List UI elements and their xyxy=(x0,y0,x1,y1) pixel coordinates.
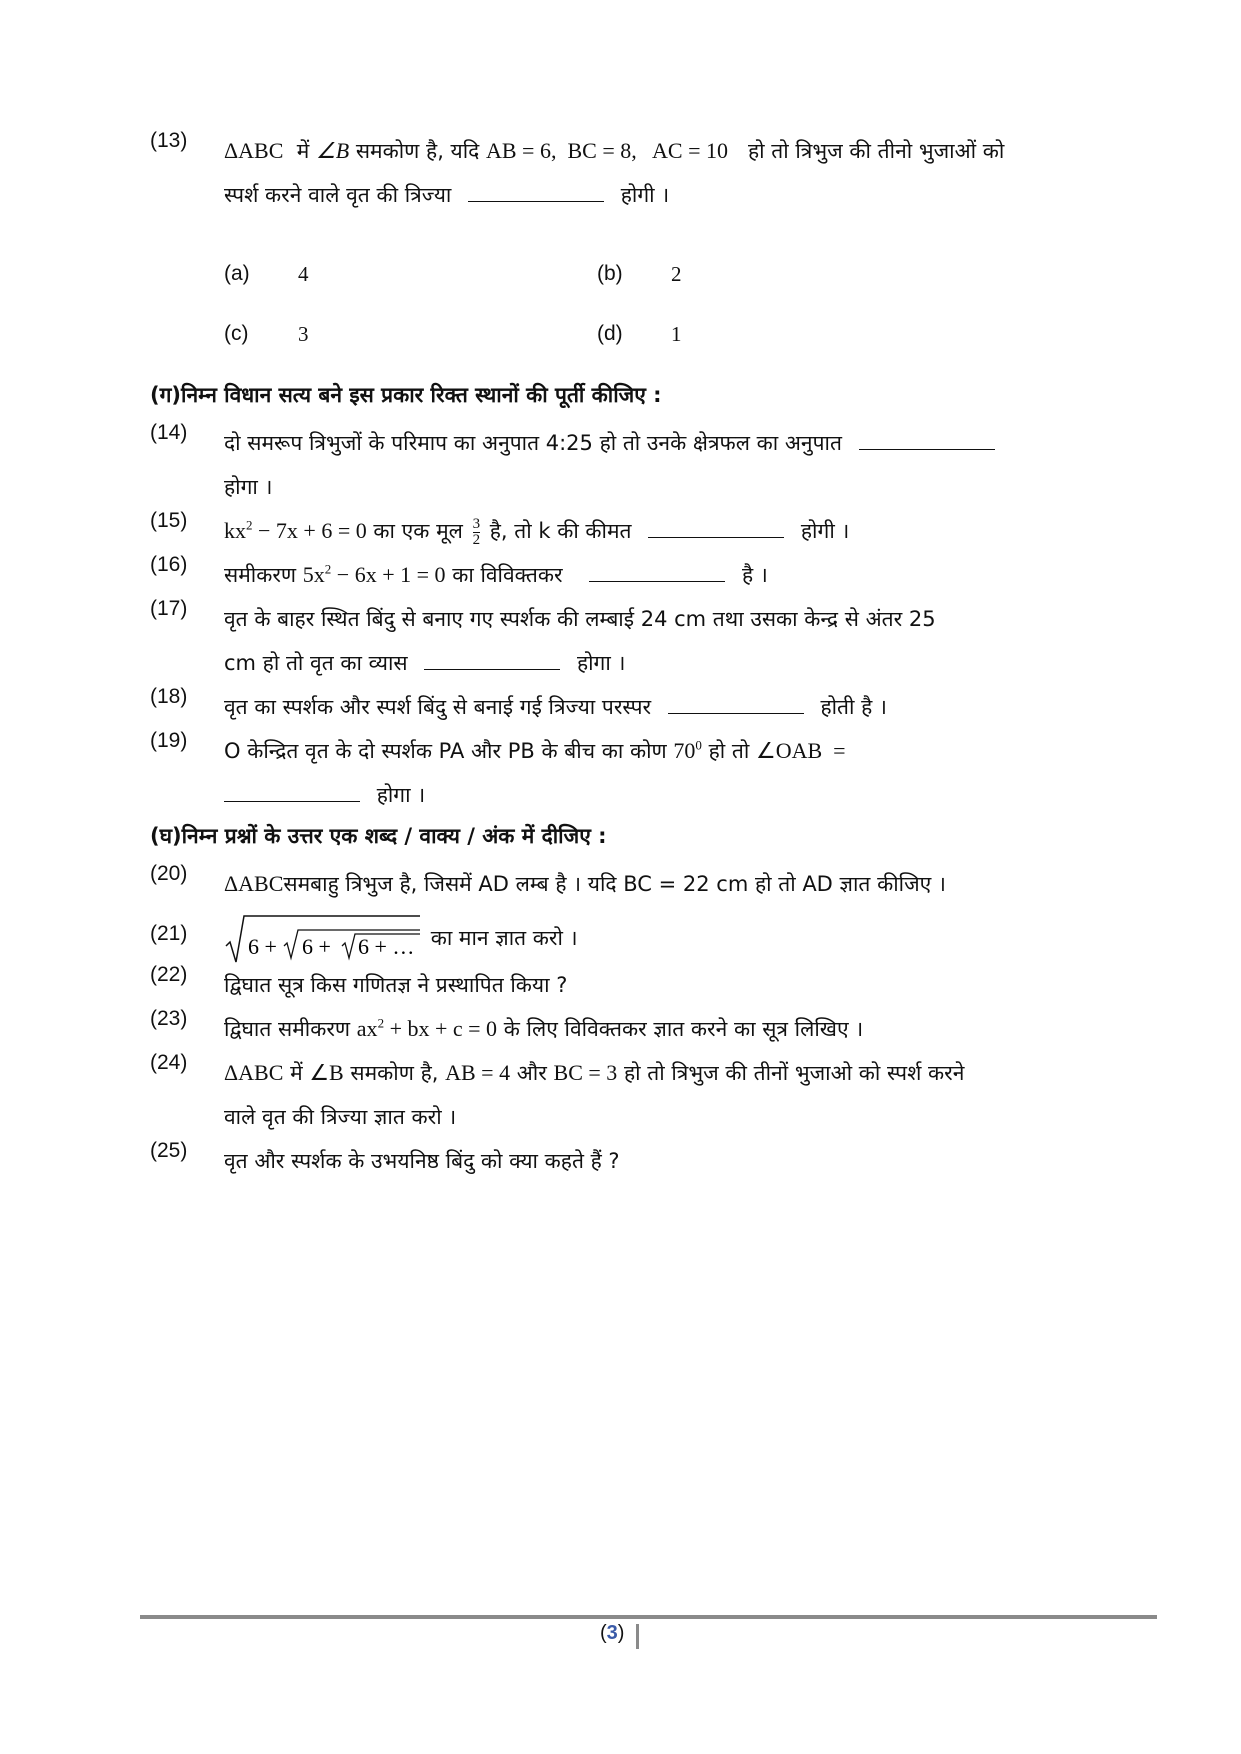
section-heading-g: (ग)निम्न विधान सत्य बने इस प्रकार रिक्त स्थानों की पूर्ती कीजिए : xyxy=(150,383,662,407)
question-text xyxy=(224,597,1140,685)
question-text xyxy=(224,129,1140,217)
question-text xyxy=(224,729,1140,817)
question-24 xyxy=(150,1051,1140,1139)
option-a[interactable] xyxy=(224,262,309,286)
question-21 xyxy=(150,912,1140,966)
answer-blank[interactable] xyxy=(668,711,804,714)
answer-blank[interactable] xyxy=(589,579,725,582)
option-label: (a) xyxy=(224,262,250,285)
text: समबाहु त्रिभुज है, जिसमें AD लम्ब है । यदि BC = 22 cm हो तो AD ज्ञात कीजिए । xyxy=(283,872,946,896)
equation: $ax^2$ + bx + c = 0 xyxy=(356,1015,498,1041)
text: होगी । xyxy=(800,519,850,543)
page-number: (3) xyxy=(600,1622,625,1644)
question-text xyxy=(224,1139,1140,1183)
text: द्विघात सूत्र किस गणितज्ञ ने प्रस्थापित किया ? xyxy=(224,973,568,997)
angle-label: ∠OAB = xyxy=(755,738,846,763)
text: O केन्द्रित वृत के दो स्पर्शक PA और PB के बीच का कोण xyxy=(224,739,667,763)
text: होगा । xyxy=(576,651,626,675)
question-text xyxy=(224,862,1140,906)
side-value: BC = 3 xyxy=(553,1060,618,1085)
text: समकोण है, xyxy=(350,1061,439,1085)
question-text xyxy=(224,509,1140,553)
text: वृत और स्पर्शक के उभयनिष्ठ बिंदु को क्या कहते हैं ? xyxy=(224,1149,620,1173)
text: वाले वृत की त्रिज्या ज्ञात करो । xyxy=(224,1105,457,1129)
question-text xyxy=(224,553,1140,597)
fraction: $\frac{3}{2}$ xyxy=(472,515,481,548)
text: के लिए विविक्तकर ज्ञात करने का सूत्र लिखिए । xyxy=(503,1017,864,1041)
option-label: (b) xyxy=(597,262,623,285)
svg-text:6 +: 6 + xyxy=(302,934,331,959)
option-d[interactable] xyxy=(597,322,682,346)
option-label: (c) xyxy=(224,322,249,345)
question-16 xyxy=(150,553,1140,597)
answer-blank[interactable] xyxy=(224,799,360,802)
question-number: (18) xyxy=(150,685,188,708)
answer-blank[interactable] xyxy=(468,199,604,202)
text: का मान ज्ञात करो । xyxy=(430,926,578,950)
question-18 xyxy=(150,685,1140,729)
question-text xyxy=(224,963,1140,1007)
question-text xyxy=(224,912,1140,966)
text: है, तो k की कीमत xyxy=(489,519,632,543)
side-values: AB = 6, BC = 8, AC = 10 xyxy=(486,138,728,163)
angle-label: ∠B xyxy=(316,138,350,163)
text: cm हो तो वृत का व्यास xyxy=(224,651,408,675)
question-number: (14) xyxy=(150,421,188,444)
text: होगा । xyxy=(376,783,426,807)
question-text xyxy=(224,421,1140,509)
section-heading-gh: (घ)निम्न प्रश्नों के उत्तर एक शब्द / वाक्य / अंक में दीजिए : xyxy=(150,824,607,848)
text: वृत का स्पर्शक और स्पर्श बिंदु से बनाई गई त्रिज्या परस्पर xyxy=(224,695,652,719)
text: होगी । xyxy=(620,183,670,207)
question-22 xyxy=(150,963,1140,1007)
svg-text:6 + …: 6 + … xyxy=(358,934,415,959)
text: वृत के बाहर स्थित बिंदु से बनाए गए स्पर्शक की लम्बाई 24 cm तथा उसका केन्द्र से अंतर 25 xyxy=(224,607,936,631)
answer-blank[interactable] xyxy=(424,667,560,670)
question-number: (22) xyxy=(150,963,188,986)
text: हो तो xyxy=(708,739,750,763)
answer-blank[interactable] xyxy=(648,535,784,538)
text: का विविक्तकर xyxy=(452,563,563,587)
text: में xyxy=(296,139,310,163)
question-number: (16) xyxy=(150,553,188,576)
text: द्विघात समीकरण xyxy=(224,1017,351,1041)
footer-rule xyxy=(140,1615,1157,1619)
question-number: (19) xyxy=(150,729,188,752)
text: है । xyxy=(742,563,768,587)
text: हो तो त्रिभुज की तीनो भुजाओं को xyxy=(748,139,1005,163)
question-number: (21) xyxy=(150,922,188,945)
question-number: (13) xyxy=(150,129,188,152)
text: और xyxy=(516,1061,547,1085)
question-number: (20) xyxy=(150,862,188,885)
question-13 xyxy=(150,129,1140,217)
option-value: 3 xyxy=(298,322,309,346)
nested-radical xyxy=(224,912,424,966)
footer-divider xyxy=(636,1624,639,1649)
answer-blank[interactable] xyxy=(859,447,995,450)
question-14 xyxy=(150,421,1140,509)
question-text xyxy=(224,685,1140,729)
equation: $5x^2 - 6x + 1 = 0$ xyxy=(302,561,446,587)
text: स्पर्श करने वाले वृत की त्रिज्या xyxy=(224,183,452,207)
text: हो तो त्रिभुज की तीनों भुजाओ को स्पर्श करने xyxy=(624,1061,965,1085)
question-15 xyxy=(150,509,1140,553)
triangle-label: ΔABC xyxy=(224,1060,284,1085)
question-17 xyxy=(150,597,1140,685)
option-value: 4 xyxy=(298,262,309,286)
triangle-label: ΔABC xyxy=(224,138,284,163)
option-b[interactable] xyxy=(597,262,682,286)
question-23 xyxy=(150,1007,1140,1051)
question-number: (24) xyxy=(150,1051,188,1074)
triangle-label: ΔABC xyxy=(224,871,284,896)
text: का एक मूल xyxy=(373,519,463,543)
question-text xyxy=(224,1051,1140,1139)
question-19 xyxy=(150,729,1140,817)
angle-value: $70^0$ xyxy=(673,737,702,763)
svg-text:6 +: 6 + xyxy=(248,934,277,959)
text: दो समरूप त्रिभुजों के परिमाप का अनुपात 4:25 हो तो उनके क्षेत्रफल का अनुपात xyxy=(224,431,842,455)
option-value: 2 xyxy=(671,262,682,286)
text: समकोण है, यदि xyxy=(355,139,480,163)
radical-sign xyxy=(224,912,424,966)
side-value: AB = 4 xyxy=(445,1060,511,1085)
question-number: (17) xyxy=(150,597,188,620)
text: समीकरण xyxy=(224,563,297,587)
question-number: (25) xyxy=(150,1139,188,1162)
text: होती है । xyxy=(820,695,887,719)
question-25 xyxy=(150,1139,1140,1183)
question-number: (15) xyxy=(150,509,188,532)
text: में xyxy=(290,1061,303,1085)
question-text xyxy=(224,1007,1140,1051)
option-c[interactable] xyxy=(224,322,309,346)
angle-label: ∠B xyxy=(309,1060,344,1085)
text: होगा । xyxy=(224,475,273,499)
option-label: (d) xyxy=(597,322,623,345)
option-value: 1 xyxy=(671,322,682,346)
question-number: (23) xyxy=(150,1007,188,1030)
question-20 xyxy=(150,862,1140,906)
equation: $kx^2 - 7x + 6 = 0$ xyxy=(224,517,367,543)
